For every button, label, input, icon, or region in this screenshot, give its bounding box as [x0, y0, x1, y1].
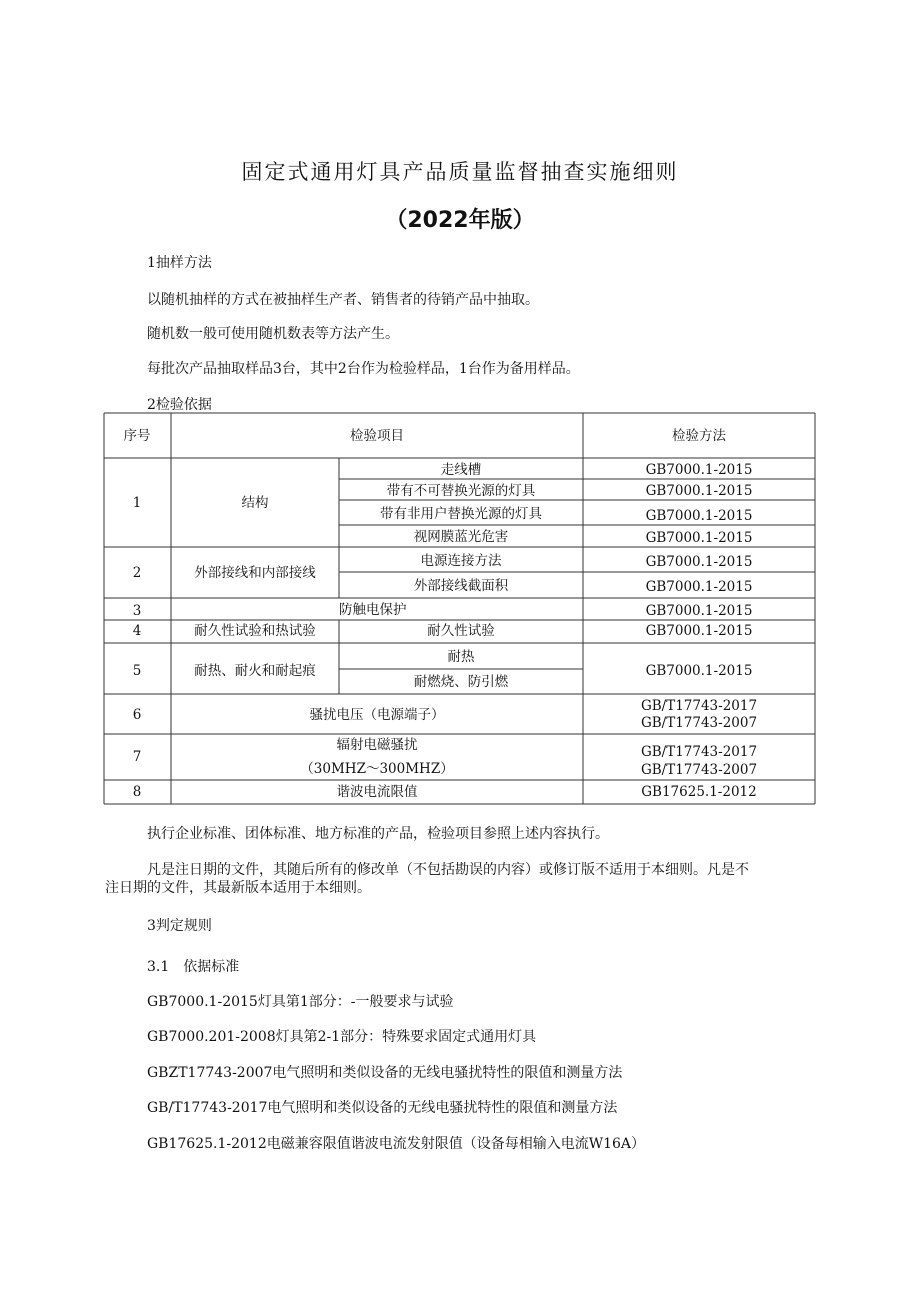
table-cell: GB17625.1-2012: [641, 784, 757, 800]
table-cell: GB7000.1-2015: [645, 579, 753, 595]
paragraph: 注日期的文件，其最新版本适用于本细则。: [105, 880, 371, 896]
table-cell: GB7000.1-2015: [645, 462, 753, 478]
table-cell: 电源连接方法: [420, 553, 502, 569]
table-cell: 8: [132, 784, 142, 800]
table-cell: 3: [132, 603, 142, 619]
table-cell: 走线槽: [440, 462, 482, 478]
standard-item: GB17625.1-2012电磁兼容限值谐波电流发射限值（设备每相输入电流W16A）: [147, 1136, 646, 1152]
table-cell: 耐久性试验和热试验: [194, 623, 316, 639]
table-cell: GB/T17743-2007: [640, 762, 758, 778]
table-cell: GB7000.1-2015: [645, 623, 753, 639]
table-cell: GB7000.1-2015: [645, 483, 753, 499]
table-cell: GB/T17743-2017: [640, 698, 758, 714]
table-cell: （30MHZ～300MHZ）: [300, 761, 454, 777]
table-cell: 耐久性试验: [427, 623, 495, 639]
table-cell: GB7000.1-2015: [645, 508, 753, 524]
document-subtitle: （2022年版）: [385, 208, 535, 233]
table-cell: 7: [132, 749, 142, 765]
paragraph: 以随机抽样的方式在被抽样生产者、销售者的待销产品中抽取。: [147, 292, 539, 308]
standard-item: GB7000.201-2008灯具第2-1部分：特殊要求固定式通用灯具: [147, 1029, 537, 1045]
standard-item: GB/T17743-2017电气照明和类似设备的无线电骚扰特性的限值和测量方法: [147, 1100, 618, 1116]
table-cell: GB7000.1-2015: [645, 663, 753, 679]
standard-item: GB7000.1-2015灯具第1部分：-一般要求与试验: [147, 994, 454, 1010]
table-cell: 视网膜蓝光危害: [413, 529, 509, 545]
paragraph: 每批次产品抽取样品3台，其中2台作为检验样品，1台作为备用样品。: [147, 361, 580, 377]
document-title: 固定式通用灯具产品质量监督抽查实施细则: [241, 160, 679, 184]
table-cell: 2: [132, 565, 142, 581]
paragraph: 凡是注日期的文件，其随后所有的修改单（不包括勘误的内容）或修订版不适用于本细则。凡是不: [147, 862, 749, 878]
table-cell: GB/T17743-2007: [640, 715, 758, 731]
table-cell: 1: [132, 495, 142, 511]
table-cell: 耐热、耐火和耐起痕: [194, 663, 316, 679]
table-cell: 带有非用户替换光源的灯具: [380, 506, 542, 522]
section1-heading: 1抽样方法: [147, 255, 212, 271]
standard-item: GBZT17743-2007电气照明和类似设备的无线电骚扰特性的限值和测量方法: [147, 1065, 623, 1081]
table-cell: 4: [132, 623, 142, 639]
section3-heading: 3判定规则: [147, 918, 212, 934]
section3-subheading: 3.1 依据标准: [147, 959, 240, 975]
table-cell: 防触电保护: [339, 602, 407, 618]
table-cell: GB7000.1-2015: [645, 554, 753, 570]
paragraph: 执行企业标准、团体标准、地方标准的产品，检验项目参照上述内容执行。: [147, 826, 609, 842]
table-header: 序号: [123, 428, 151, 444]
table-cell: 耐热: [447, 649, 475, 665]
table-header: 检验项目: [350, 428, 404, 444]
table-cell: 外部接线和内部接线: [194, 565, 316, 581]
table-cell: 耐燃烧、防引燃: [413, 674, 509, 690]
table-header: 检验方法: [672, 428, 726, 444]
table-cell: 结构: [241, 495, 269, 511]
table-cell: 谐波电流限值: [336, 784, 418, 800]
table-cell: 外部接线截面积: [413, 578, 509, 594]
paragraph: 随机数一般可使用随机数表等方法产生。: [147, 326, 399, 342]
table-cell: 带有不可替换光源的灯具: [386, 483, 536, 499]
table-cell: GB/T17743-2017: [640, 744, 758, 760]
table-cell: GB7000.1-2015: [645, 603, 753, 619]
table-cell: 5: [132, 663, 142, 679]
table-cell: GB7000.1-2015: [645, 530, 753, 546]
table-cell: 辐射电磁骚扰: [336, 737, 418, 753]
table-cell: 骚扰电压（电源端子）: [309, 707, 445, 723]
table-cell: 6: [132, 707, 142, 723]
section2-heading: 2检验依据: [147, 397, 212, 413]
